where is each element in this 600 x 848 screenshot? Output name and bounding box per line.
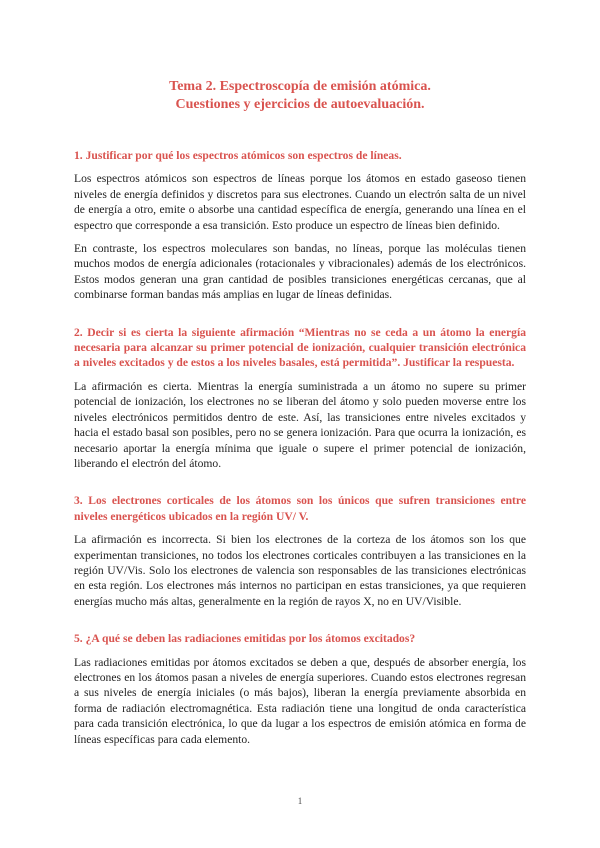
question-2: 2. Decir si es cierta la siguiente afirmación “Mientras no se ceda a un átomo la energía necesaria para alcanzar su primer potencial de ionización, cualquier transición electrónica a niveles excitados y de estos a los niveles basales, está permitida”. Justificar la respuesta. [74, 325, 526, 370]
section-2 [74, 325, 526, 472]
answer-1-paragraph-1: Los espectros atómicos son espectros de líneas porque los átomos en estado gaseoso tienen niveles de energía definidos y discretos para sus electrones. Cuando un electrón salta de un nivel de energía a otro, emite o absorbe una cantidad específica de energía, generando una línea en el espectro que corresponde a esa transición. Esto produce un espectro de líneas bien definido. [74, 172, 526, 232]
answer-1-paragraph-2: En contraste, los espectros moleculares son bandas, no líneas, porque las moléculas tienen muchos modos de energía adicionales (rotacionales y vibracionales) además de los electrónicos. Estos modos generan una gran cantidad de posibles transiciones energéticas cercanas, que al combinarse forman bandas más amplias en lugar de líneas definidas. [74, 242, 526, 302]
title-line-1: Tema 2. Espectroscopía de emisión atómica. [169, 79, 431, 94]
question-5: 5. ¿A qué se deben las radiaciones emitidas por los átomos excitados? [74, 632, 416, 646]
answer-3-paragraph-1: La afirmación es incorrecta. Si bien los electrones de la corteza de los átomos son los que experimentan transiciones, no todos los electrones corticales contribuyen a las transiciones en la región UV/Vis. Solo los electrones de valencia son responsables de las transiciones electrónicas en esta región. Los electrones más internos no participan en estas transiciones, ya que requieren energías mucho más altas, generalmente en la región de rayos X, no en UV/Visible. [74, 533, 526, 608]
question-1: 1. Justificar por qué los espectros atómicos son espectros de líneas. [74, 149, 402, 162]
section-5 [74, 631, 526, 747]
question-3: 3. Los electrones corticales de los átomos son los únicos que sufren transiciones entre niveles energéticos ubicados en la región UV/ V. [74, 494, 526, 523]
answer-5-paragraph-1: Las radiaciones emitidas por átomos excitados se deben a que, después de absorber energía, los electrones en los átomos pasan a niveles de energía superiores. Cuando estos electrones regresan a sus niveles de energía iniciales (o más bajos), liberan la energía previamente absorbida en forma de radiación electromagnética. Esta radiación tiene una longitud de onda característica para cada transición electrónica, lo que da lugar a los espectros de emisión atómica en forma de líneas específicas para cada elemento. [74, 655, 526, 746]
page-number: 1 [297, 796, 303, 806]
answer-2-paragraph-1: La afirmación es cierta. Mientras la energía suministrada a un átomo no supere su primer potencial de ionización, los electrones no se liberan del átomo y solo pueden moverse entre los niveles electrónicos permitidos dentro de este. Así, las transiciones entre niveles excitados y hacia el estado basal son posibles, pero no se genera ionización. Para que ocurra la ionización, es necesario aportar la energía mínima que iguale o supere el primer potencial de ionización, liberando el electrón del átomo. [74, 379, 526, 470]
section-3 [74, 493, 526, 609]
document-title [74, 78, 526, 114]
title-line-2: Cuestiones y ejercicios de autoevaluación. [175, 97, 425, 112]
section-1 [74, 148, 526, 303]
